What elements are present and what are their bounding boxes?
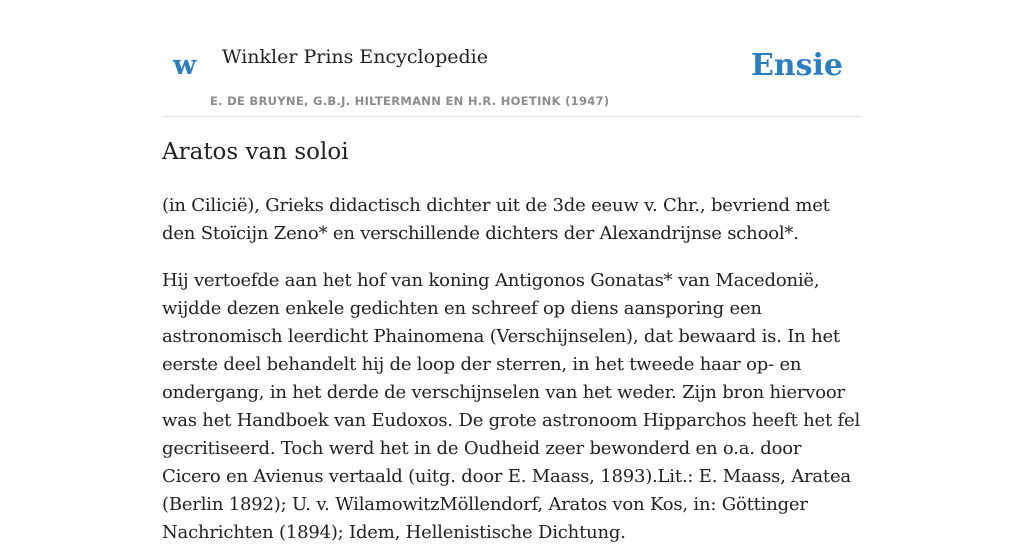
ensie-logo[interactable]: Ensie xyxy=(750,48,843,83)
article-body xyxy=(162,138,862,547)
article-title: Aratos van soloi xyxy=(162,139,349,165)
publication-authors: E. DE BRUYNE, G.B.J. HILTERMANN EN H.R. HOETINK (1947) xyxy=(210,94,610,108)
winkler-prins-logo[interactable]: w xyxy=(173,50,197,81)
site-header xyxy=(162,0,862,117)
publication-title[interactable]: Winkler Prins Encyclopedie xyxy=(222,46,488,68)
article-paragraph-intro: (in Cilicië), Grieks didactisch dichter uit de 3de eeuw v. Chr., bevriend met den Stoïcijn Zeno* en verschillende dichters der Alexandrijnse school*. xyxy=(162,194,830,244)
article-paragraph-main: Hij vertoefde aan het hof van koning Antigonos Gonatas* van Macedonië, wijdde dezen enkele gedichten en schreef op diens aansporing een astronomisch leerdicht Phainomena (Verschijnselen), dat bewaard is. In het eerste deel behandelt hij de loop der sterren, in het tweede haar op- en ondergang, in het derde de verschijnselen van het weder. Zijn bron hiervoor was het Handboek van Eudoxos. De grote astronoom Hipparchos heeft het fel gecritiseerd. Toch werd het in de Oudheid zeer bewonderd en o.a. door Cicero en Avienus vertaald (uitg. door E. Maass, 1893).Lit.: E. Maass, Aratea (Berlin 1892); U. v. WilamowitzMöllendorf, Aratos von Kos, in: Göttinger Nachrichten (1894); Idem, Hellenistische Dichtung. xyxy=(162,269,861,543)
